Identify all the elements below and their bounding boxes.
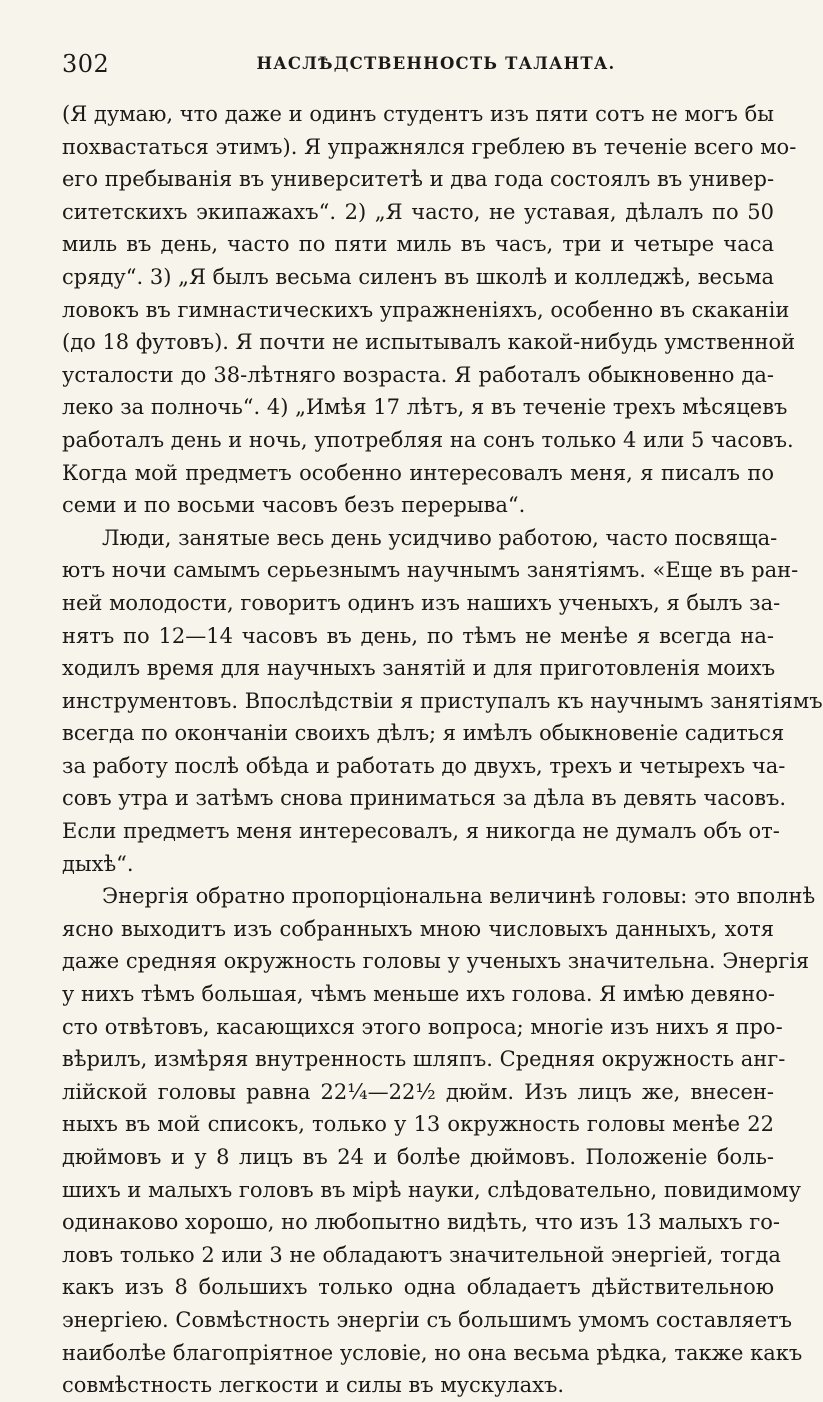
text-line: Энергія обратно пропорціональна величинѣ головы: это вполнѣ	[102, 884, 816, 909]
text-line: одинаково хорошо, но любопытно видѣть, что изъ 13 малыхъ го-	[62, 1210, 780, 1235]
text-line: семи и по восьми часовъ безъ перерыва“.	[62, 493, 526, 518]
text-line: совъ утра и затѣмъ снова приниматься за дѣла въ девять часовъ.	[62, 786, 787, 811]
body-text	[62, 98, 823, 1402]
text-line: похвастаться этимъ). Я упражнялся греблею въ теченіе всего мо-	[62, 134, 797, 159]
text-line: нятъ по 12—14 часовъ въ день, по тѣмъ не менѣе я всегда на-	[62, 623, 774, 648]
text-line: вѣрилъ, измѣряя внутренность шляпъ. Средняя окружность анг-	[62, 1047, 786, 1072]
text-line: миль въ день, часто по пяти миль въ часъ, три и четыре часа	[62, 232, 774, 257]
paragraph	[62, 880, 816, 1402]
text-line: какъ изъ 8 большихъ только одна обладаетъ дѣйствительною	[62, 1275, 774, 1300]
text-line: дыхѣ“.	[62, 851, 134, 876]
text-line: дюймовъ и у 8 лицъ въ 24 и болѣе дюймовъ. Положеніе боль-	[62, 1145, 774, 1169]
text-line: Люди, занятые весь день усидчиво работою, часто посвяща-	[102, 525, 778, 550]
text-line: ней молодости, говоритъ одинъ изъ нашихъ ученыхъ, я былъ за-	[62, 590, 781, 615]
text-line: ловокъ въ гимнастическихъ упражненіяхъ, особенно въ скаканіи	[62, 297, 790, 322]
text-line: ходилъ время для научныхъ занятій и для приготовленія моихъ	[62, 656, 776, 681]
text-line: совмѣстность легкости и силы въ мускулахъ.	[62, 1373, 565, 1398]
text-line: за работу послѣ обѣда и работать до двухъ, трехъ и четырехъ ча-	[62, 753, 786, 778]
text-line: леко за полночь“. 4) „Имѣя 17 лѣтъ, я въ теченіе трехъ мѣсяцевъ	[62, 395, 788, 420]
text-line: (Я думаю, что даже и одинъ студентъ изъ пяти сотъ не могъ бы	[62, 102, 774, 126]
text-line: энергіею. Совмѣстность энергіи съ большимъ умомъ составляетъ	[62, 1307, 793, 1332]
text-line: ныхъ въ мой списокъ, только у 13 окружность головы менѣе 22	[62, 1112, 774, 1137]
text-line: Если предметъ меня интересовалъ, я никогда не думалъ объ от-	[62, 819, 780, 844]
text-line: Когда мой предметъ особенно интересовалъ меня, я писалъ по	[62, 460, 774, 485]
page-number: 302	[62, 50, 110, 78]
text-line: инструментовъ. Впослѣдствіи я приступалъ къ научнымъ занятіямъ	[62, 688, 823, 713]
text-line: (до 18 футовъ). Я почти не испытывалъ какой-нибудь умственной	[62, 330, 796, 355]
paragraph	[62, 98, 797, 522]
text-line: ясно выходитъ изъ собранныхъ мною числовыхъ данныхъ, хотя	[62, 916, 774, 941]
page-header	[62, 50, 774, 80]
text-line: ловъ только 2 или 3 не обладаютъ значительной энергіей, тогда	[62, 1242, 781, 1267]
text-line: лійской головы равна 22¼—22½ дюйм. Изъ лицъ же, внесен-	[62, 1079, 774, 1104]
text-line: даже средняя окружность головы у ученыхъ значительна. Энергія	[62, 949, 810, 974]
text-line: наиболѣе благопріятное условіе, но она весьма рѣдка, также какъ	[62, 1340, 803, 1365]
text-line: сто отвѣтовъ, касающихся этого вопроса; многіе изъ нихъ я про-	[62, 1014, 783, 1039]
text-line: ютъ ночи самымъ серьезнымъ научнымъ занятіямъ. «Еще въ ран-	[62, 558, 799, 583]
text-line: всегда по окончаніи своихъ дѣлъ; я имѣлъ обыкновеніе садиться	[62, 721, 785, 746]
running-title: НАСЛѢДСТВЕННОСТЬ ТАЛАНТА.	[256, 54, 616, 73]
text-line: шихъ и малыхъ головъ въ мірѣ науки, слѣдовательно, повидимому	[62, 1177, 801, 1202]
text-line: его пребыванія въ университетѣ и два года состоялъ въ универ-	[62, 167, 775, 192]
text-line: работалъ день и ночь, употребляя на сонъ только 4 или 5 часовъ.	[62, 427, 794, 452]
paragraph	[62, 522, 823, 881]
text-line: ситетскихъ экипажахъ“. 2) „Я часто, не уставая, дѣлалъ по 50	[62, 199, 774, 224]
text-line: у нихъ тѣмъ большая, чѣмъ меньше ихъ голова. Я имѣю девяно-	[62, 982, 775, 1007]
text-line: усталости до 38-лѣтняго возраста. Я работалъ обыкновенно да-	[62, 362, 774, 387]
text-line: сряду“. 3) „Я былъ весьма силенъ въ школѣ и колледжѣ, весьма	[62, 264, 774, 289]
